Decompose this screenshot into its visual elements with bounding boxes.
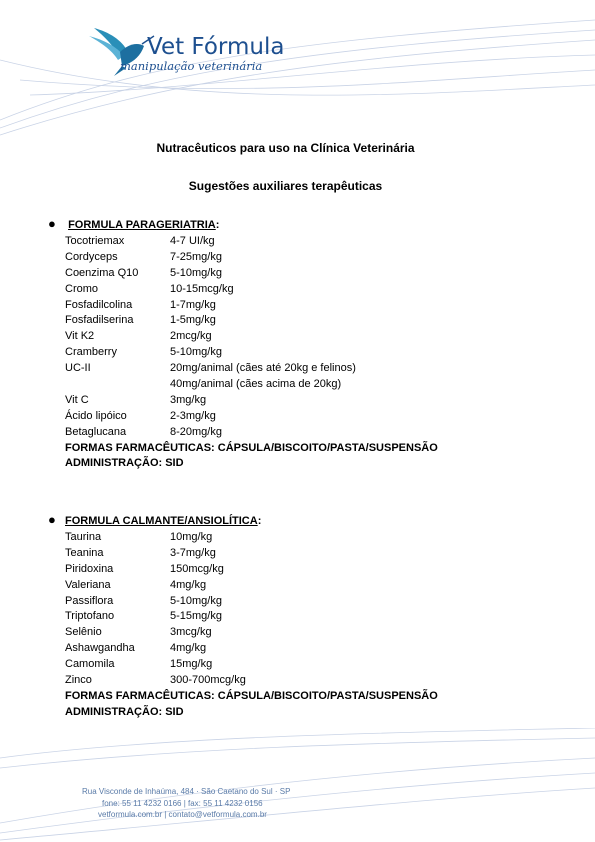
bullet-icon: ● [48, 512, 56, 527]
ingredient-name: UC-II [65, 362, 91, 375]
footer-phone: fone: 55 11 4232 0166 | fax: 55 11 4232 0156 [102, 799, 263, 808]
ingredient-row [65, 361, 548, 377]
ingredient-name: Triptofano [65, 610, 115, 623]
ingredient-dose: 7-25mg/kg [170, 250, 222, 263]
footer-web: vetformula.com.br | contato@vetformula.com.br [98, 810, 267, 819]
ingredient-name: Taurina [65, 531, 102, 543]
section-calmante [48, 512, 548, 721]
section-geriatria [48, 216, 548, 472]
ingredient-dose: 5-10mg/kg [170, 594, 222, 607]
ingredient-row [65, 609, 548, 625]
ingredient-name: Teanina [65, 546, 104, 559]
ingredient-dose: 5-10mg/kg [170, 346, 222, 359]
ingredient-name: Vit C [65, 393, 89, 406]
ingredient-row [65, 298, 548, 314]
ingredient-name: Tocotriemax [65, 235, 125, 247]
ingredient-name: Betaglucana [65, 425, 127, 438]
ingredient-row [65, 377, 548, 393]
ingredient-name: Cordyceps [65, 250, 118, 263]
ingredient-list [65, 530, 548, 689]
heading-main: GERIATRIA [156, 219, 216, 231]
formas-farmaceuticas: FORMAS FARMACÊUTICAS: CÁPSULA/BISCOITO/PASTA/SUSPENSÃO [65, 689, 438, 702]
ingredient-name [65, 377, 170, 393]
ingredient-dose: 8-20mg/kg [170, 425, 222, 438]
ingredient-dose: 3mcg/kg [170, 626, 212, 639]
ingredient-row [65, 313, 548, 329]
ingredient-row [65, 641, 548, 657]
ingredient-name: Cromo [65, 282, 99, 295]
ingredient-row [65, 234, 548, 250]
ingredient-dose: 150mcg/kg [170, 562, 224, 575]
ingredient-dose: 2mcg/kg [170, 330, 212, 343]
bullet-icon: ● [48, 216, 56, 231]
formas-farmaceuticas: FORMAS FARMACÊUTICAS: CÁPSULA/BISCOITO/PASTA/SUSPENSÃO [65, 441, 438, 454]
ingredient-dose: 15mg/kg [170, 658, 213, 671]
footer-address: Rua Visconde de Inhaúma, 484 · São Caetano do Sul · SP [82, 787, 291, 796]
ingredient-row [65, 409, 548, 425]
ingredient-name: Ashawgandha [65, 642, 135, 655]
administracao: ADMINISTRAÇÃO: SID [65, 705, 184, 718]
ingredient-row [65, 546, 548, 562]
ingredient-row [65, 282, 548, 298]
ingredient-row [65, 393, 548, 409]
ingredient-name: Piridoxina [65, 562, 114, 575]
ingredient-row [65, 250, 548, 266]
heading-suffix: : [215, 219, 220, 231]
ingredient-dose: 4mg/kg [170, 642, 207, 655]
ingredient-row [65, 657, 548, 673]
ingredient-dose: 1-7mg/kg [170, 298, 216, 311]
ingredient-dose: 2-3mg/kg [170, 409, 216, 422]
ingredient-row [65, 266, 548, 282]
ingredient-name: Fosfadilcolina [65, 298, 133, 311]
ingredient-row [65, 562, 548, 578]
heading-prefix: FORMULA CALMANTE/ANSIOLÍTICA [65, 515, 258, 527]
ingredient-dose: 40mg/animal (cães acima de 20kg) [170, 378, 342, 391]
ingredient-name: Selênio [65, 626, 102, 639]
page-subtitle: Sugestões auxiliares terapêuticas [188, 179, 383, 193]
ingredient-dose: 20mg/animal (cães até 20kg e felinos) [170, 362, 356, 375]
ingredient-row [65, 329, 548, 345]
page-title: Nutracêuticos para uso na Clínica Veterinária [156, 141, 415, 155]
ingredient-dose: 3-7mg/kg [170, 546, 216, 559]
brand-tagline: manipulação veterinária [120, 59, 263, 73]
ingredient-row [65, 594, 548, 610]
ingredient-row [65, 625, 548, 641]
ingredient-dose: 4mg/kg [170, 578, 207, 591]
brand-name: Vet Fórmula [147, 34, 285, 60]
ingredient-name: Zinco [65, 674, 92, 687]
ingredient-row [65, 345, 548, 361]
heading-prefix: FORMULA PARA [68, 219, 157, 231]
ingredient-name: Camomila [65, 658, 115, 671]
footer-waves [0, 728, 595, 842]
ingredient-dose: 300-700mcg/kg [170, 674, 246, 687]
ingredient-row [65, 578, 548, 594]
administracao: ADMINISTRAÇÃO: SID [65, 457, 184, 470]
ingredient-dose: 10-15mcg/kg [170, 282, 234, 295]
ingredient-name: Vit K2 [65, 330, 95, 343]
ingredient-row [65, 673, 548, 689]
ingredient-dose: 5-15mg/kg [170, 610, 222, 623]
ingredient-row [65, 530, 548, 546]
ingredient-dose: 5-10mg/kg [170, 266, 222, 279]
ingredient-dose: 3mg/kg [170, 393, 207, 406]
ingredient-name: Fosfadilserina [65, 314, 134, 327]
heading-suffix: : [257, 515, 262, 527]
ingredient-dose: 1-5mg/kg [170, 314, 216, 327]
section-heading [48, 216, 548, 234]
ingredient-name: Cramberry [65, 346, 117, 359]
ingredient-row [65, 425, 548, 441]
ingredient-name: Passiflora [65, 594, 114, 607]
section-heading [48, 512, 548, 530]
ingredient-list [65, 234, 548, 441]
ingredient-name: Valeriana [65, 578, 111, 591]
ingredient-dose: 10mg/kg [170, 531, 213, 543]
ingredient-name: Ácido lipóico [65, 409, 127, 422]
ingredient-dose: 4-7 UI/kg [170, 235, 215, 247]
ingredient-name: Coenzima Q10 [65, 266, 139, 279]
